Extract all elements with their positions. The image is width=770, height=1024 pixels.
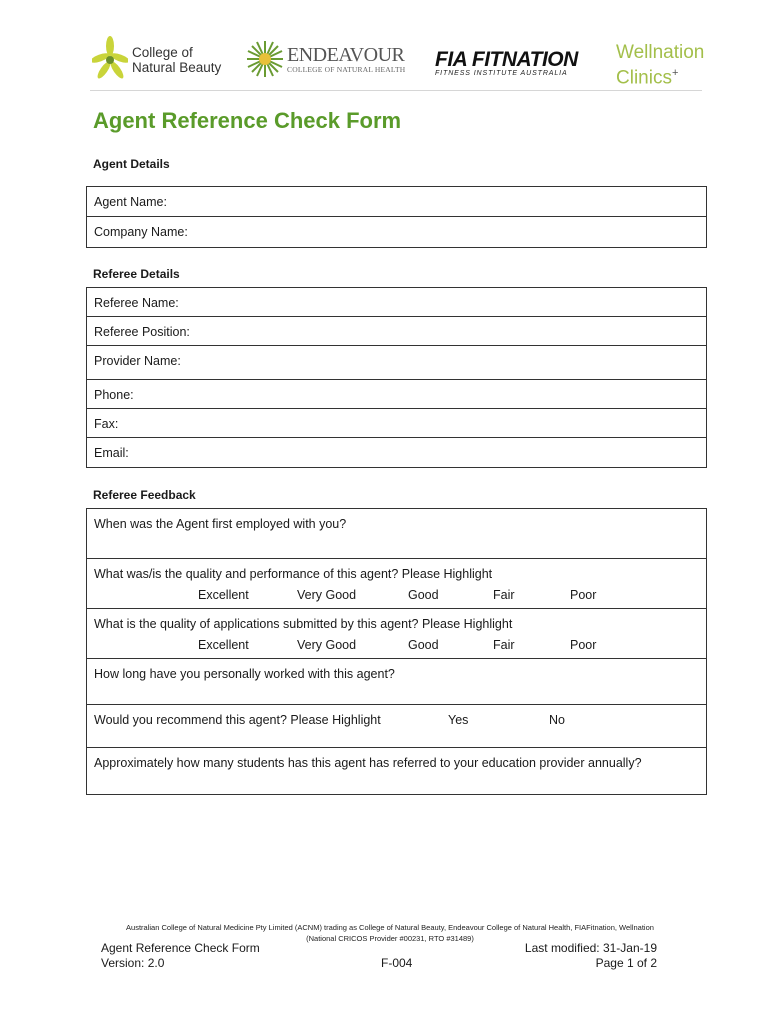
- fia-fitnation-logo: [435, 50, 578, 77]
- rating-fair[interactable]: Fair: [493, 638, 515, 652]
- footer-page: Page 1 of 2: [595, 956, 657, 970]
- wellnation-line1: Wellnation: [616, 42, 705, 63]
- referee-feedback-heading: Referee Feedback: [93, 488, 196, 502]
- agent-name-row[interactable]: [87, 187, 706, 217]
- performance-quality-row: [87, 559, 706, 609]
- time-worked-row[interactable]: [87, 659, 706, 705]
- footer-left: [101, 941, 260, 971]
- rating-excellent[interactable]: Excellent: [198, 638, 249, 652]
- rating-good[interactable]: Good: [408, 638, 439, 652]
- field-label: Fax:: [94, 417, 119, 431]
- rating-very-good[interactable]: Very Good: [297, 588, 357, 602]
- students-referred-row[interactable]: [87, 748, 706, 794]
- rating-fair[interactable]: Fair: [493, 588, 515, 602]
- fax-row[interactable]: [87, 409, 706, 438]
- footer-form-code: F-004: [381, 956, 413, 970]
- question-label: Would you recommend this agent? Please Highlight: [94, 713, 381, 727]
- field-label: Referee Position:: [94, 325, 190, 339]
- legal-line2: (National CRICOS Provider #00231, RTO #31489): [306, 934, 474, 943]
- footer-form-name: Agent Reference Check Form: [101, 941, 260, 955]
- question-label: Approximately how many students has this agent has referred to your education provider annually?: [94, 756, 642, 770]
- rating-good[interactable]: Good: [408, 588, 439, 602]
- sunburst-icon: [246, 40, 284, 78]
- cnb-line2: Natural Beauty: [132, 60, 222, 75]
- company-name-row[interactable]: [87, 217, 706, 247]
- question-label: What was/is the quality and performance of this agent? Please Highlight: [94, 567, 493, 581]
- field-label: Referee Name:: [94, 296, 179, 310]
- field-label: Company Name:: [94, 225, 188, 239]
- recommend-yes[interactable]: Yes: [448, 713, 469, 727]
- field-label: Phone:: [94, 388, 134, 402]
- recommend-row: [87, 705, 706, 748]
- question-label: How long have you personally worked with this agent?: [94, 667, 395, 681]
- referee-details-table: [86, 287, 707, 468]
- form-title: Agent Reference Check Form: [93, 108, 402, 133]
- wellnation-plus: +: [671, 67, 679, 79]
- agent-details-table: [86, 186, 707, 248]
- footer-version: Version: 2.0: [101, 956, 165, 970]
- wellnation-line2: Clinics: [616, 67, 672, 89]
- referee-position-row[interactable]: [87, 317, 706, 346]
- legal-line1: Australian College of Natural Medicine Pty Limited (ACNM) trading as College of Natural Beauty, Endeavour College of Natural Health, FIAFitnation, Wellnation: [126, 923, 654, 932]
- rating-very-good[interactable]: Very Good: [297, 638, 357, 652]
- referee-feedback-table: [86, 508, 707, 795]
- question-label: When was the Agent first employed with you?: [94, 517, 347, 531]
- application-quality-row: [87, 609, 706, 659]
- endeavour-name: ENDEAVOUR: [287, 43, 405, 66]
- phone-row[interactable]: [87, 380, 706, 409]
- footer-right: [525, 941, 657, 971]
- endeavour-logo: [246, 40, 405, 78]
- rating-poor[interactable]: Poor: [570, 638, 597, 652]
- question-label: What is the quality of applications submitted by this agent? Please Highlight: [94, 617, 513, 631]
- field-label: Email:: [94, 446, 129, 460]
- logo-bar: [90, 36, 705, 92]
- logo-divider: [90, 90, 702, 91]
- endeavour-sub: COLLEGE OF NATURAL HEALTH: [287, 64, 406, 74]
- college-of-natural-beauty-logo: [92, 36, 221, 84]
- wellnation-logo: [616, 42, 704, 88]
- referee-name-row[interactable]: [87, 288, 706, 317]
- field-label: Agent Name:: [94, 195, 167, 209]
- email-row[interactable]: [87, 438, 706, 467]
- field-label: Provider Name:: [94, 354, 181, 368]
- footer-modified: Last modified: 31-Jan-19: [524, 941, 657, 955]
- fia-sub: FITNESS INSTITUTE AUSTRALIA: [435, 70, 568, 77]
- rating-excellent[interactable]: Excellent: [198, 588, 249, 602]
- referee-details-heading: Referee Details: [93, 267, 180, 281]
- flower-icon: [92, 36, 128, 84]
- rating-poor[interactable]: Poor: [570, 588, 597, 602]
- cnb-line1: College of: [132, 45, 193, 60]
- fia-name: FIA FITNATION: [435, 48, 578, 71]
- first-employed-row[interactable]: [87, 509, 706, 559]
- provider-name-row[interactable]: [87, 346, 706, 380]
- recommend-no[interactable]: No: [549, 713, 565, 727]
- agent-details-heading: Agent Details: [93, 157, 170, 171]
